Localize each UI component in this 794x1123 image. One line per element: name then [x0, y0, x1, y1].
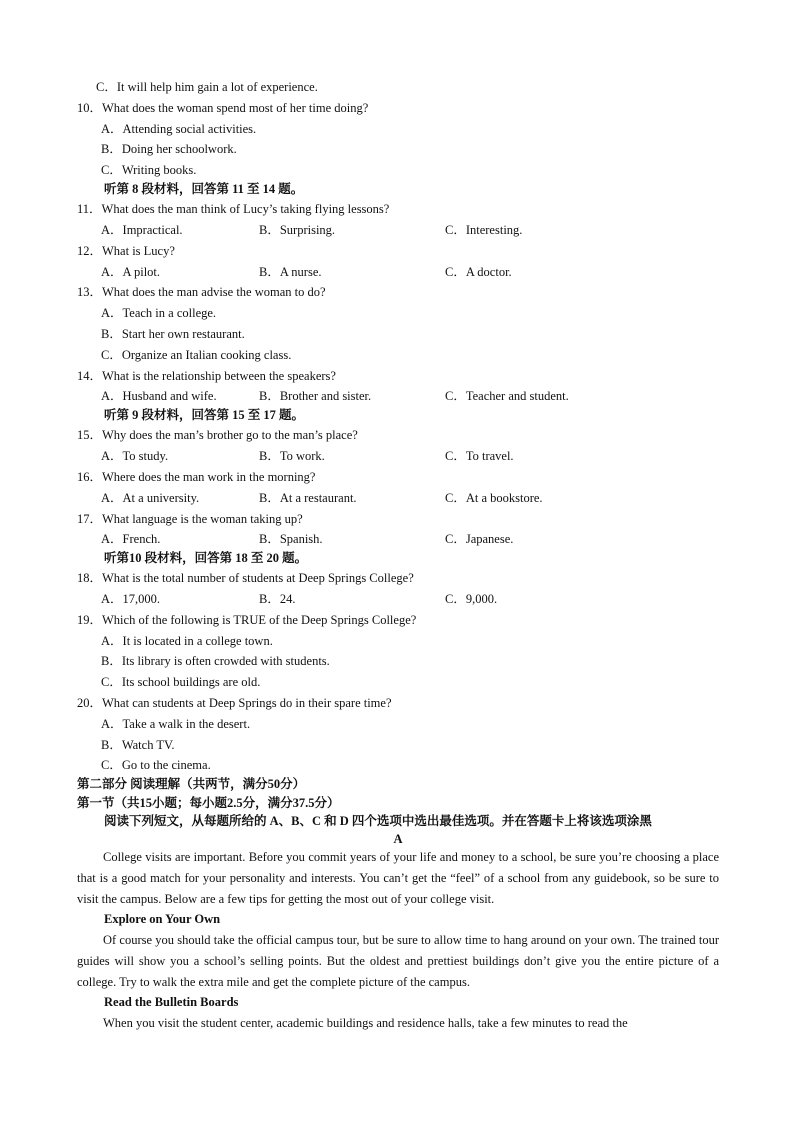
q10-option-a: A．Attending social activities. [101, 122, 257, 136]
q12-option-c: C．A doctor. [445, 265, 512, 279]
part-two-heading: 第二部分 阅读理解（共两节，满分50分） [77, 777, 306, 791]
q15-option-c: C．To travel. [445, 449, 514, 463]
q18-option-a: A．17,000. [101, 592, 161, 606]
question-16: 16．Where does the man work in the morning? [77, 470, 316, 484]
paragraph-1-text: College visits are important. Before you commit years of your life and money to a school, be sure you’re choosing a place that is a good match for your personality and interests. You can’t get the “feel” of a school from any guidebook, so be sure to visit the campus. Below are a few tips for getting the most out of your college visit. [77, 850, 719, 906]
question-20: 20．What can students at Deep Springs do in their spare time? [77, 696, 392, 710]
q18-option-c: C．9,000. [445, 592, 498, 606]
section-one-heading: 第一节（共15小题；每小题2.5分，满分37.5分） [77, 796, 340, 810]
section-8-instruction: 听第 8 段材料，回答第 11 至 14 题。 [104, 182, 304, 196]
question-12: 12．What is Lucy? [77, 244, 175, 258]
q11-option-b: B．Surprising. [259, 223, 336, 237]
q17-option-c: C．Japanese. [445, 532, 514, 546]
q15-option-b: B．To work. [259, 449, 325, 463]
q16-option-b: B．At a restaurant. [259, 491, 357, 505]
question-15: 15．Why does the man’s brother go to the man’s place? [77, 428, 358, 442]
q11-option-a: A．Impractical. [101, 223, 183, 237]
question-19: 19．Which of the following is TRUE of the Deep Springs College? [77, 613, 417, 627]
paragraph-3-text: When you visit the student center, academic buildings and residence halls, take a few minutes to read the [103, 1016, 628, 1030]
q10-option-c: C．Writing books. [101, 163, 197, 177]
q20-option-a: A．Take a walk in the desert. [101, 717, 251, 731]
passage-paragraph-1 [77, 847, 719, 909]
passage-paragraph-2 [77, 930, 719, 992]
question-13: 13．What does the man advise the woman to do? [77, 285, 326, 299]
q16-option-c: C．At a bookstore. [445, 491, 543, 505]
passage-letter: A [393, 832, 403, 846]
q17-option-b: B．Spanish. [259, 532, 323, 546]
q19-option-b: B．Its library is often crowded with students. [101, 654, 330, 668]
reading-instructions: 阅读下列短文，从每题所给的 A、B、C 和 D 四个选项中选出最佳选项。并在答题卡上将该选项涂黑 [104, 814, 652, 828]
q12-option-b: B．A nurse. [259, 265, 322, 279]
q11-option-c: C．Interesting. [445, 223, 523, 237]
q13-option-b: B．Start her own restaurant. [101, 327, 245, 341]
section-10-instruction: 听第10 段材料，回答第 18 至 20 题。 [104, 551, 308, 565]
q20-option-c: C．Go to the cinema. [101, 758, 211, 772]
q17-option-a: A．French. [101, 532, 161, 546]
q10-option-b: B．Doing her schoolwork. [101, 142, 237, 156]
q19-option-a: A．It is located in a college town. [101, 634, 273, 648]
question-18: 18．What is the total number of students at Deep Springs College? [77, 571, 414, 585]
q16-option-a: A．At a university. [101, 491, 200, 505]
heading-read-the-bulletin-boards: Read the Bulletin Boards [104, 995, 239, 1009]
q13-option-c: C．Organize an Italian cooking class. [101, 348, 292, 362]
q15-option-a: A．To study. [101, 449, 169, 463]
passage-paragraph-3 [77, 1013, 719, 1034]
q20-option-b: B．Watch TV. [101, 738, 175, 752]
paragraph-2-text: Of course you should take the official campus tour, but be sure to allow time to hang around on your own. The trained tour guides will show you a school’s selling points. But the oldest and prettiest buildings don’t give you the entire picture of a college. Try to walk the extra mile and get the complete picture of the campus. [77, 933, 719, 989]
q19-option-c: C．Its school buildings are old. [101, 675, 261, 689]
q12-option-a: A．A pilot. [101, 265, 161, 279]
question-10: 10．What does the woman spend most of her time doing? [77, 101, 369, 115]
heading-explore-on-your-own: Explore on Your Own [104, 912, 221, 926]
question-14: 14．What is the relationship between the speakers? [77, 369, 336, 383]
q18-option-b: B．24. [259, 592, 296, 606]
q9-option-c: C．It will help him gain a lot of experience. [96, 80, 318, 94]
q13-option-a: A．Teach in a college. [101, 306, 217, 320]
q14-option-b: B．Brother and sister. [259, 389, 372, 403]
question-11: 11．What does the man think of Lucy’s taking flying lessons? [77, 202, 390, 216]
q14-option-c: C．Teacher and student. [445, 389, 569, 403]
q14-option-a: A．Husband and wife. [101, 389, 217, 403]
question-17: 17．What language is the woman taking up? [77, 512, 303, 526]
section-9-instruction: 听第 9 段材料，回答第 15 至 17 题。 [104, 408, 305, 422]
